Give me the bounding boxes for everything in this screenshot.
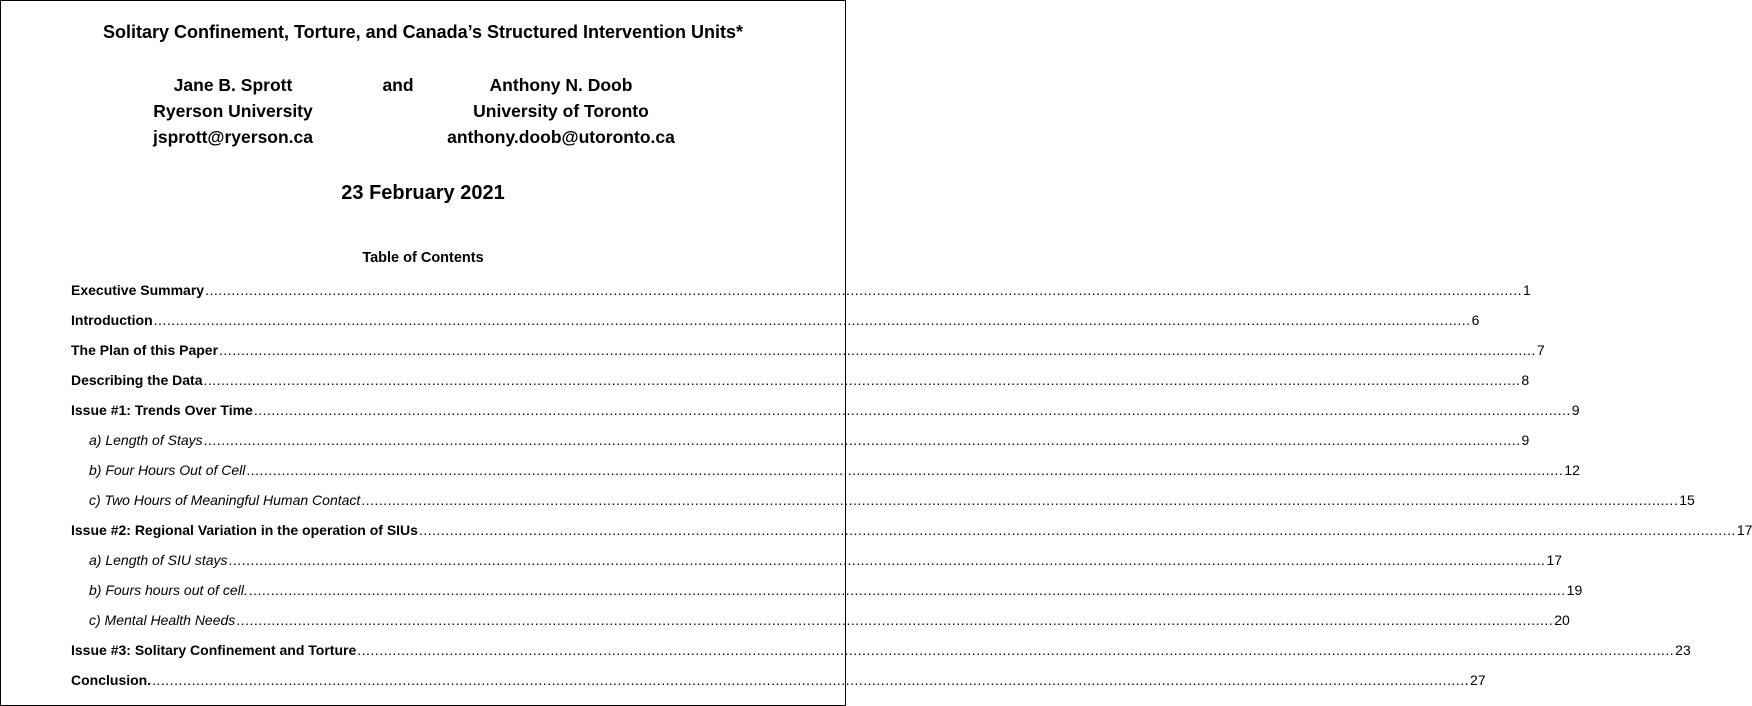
author-block bbox=[1, 72, 845, 152]
toc-entry-label: a) Length of SIU stays bbox=[89, 552, 228, 568]
author-1-name: Jane B. Sprott bbox=[173, 75, 293, 95]
toc-entry-label: The Plan of this Paper bbox=[71, 342, 219, 358]
toc-entry[interactable] bbox=[71, 460, 1580, 490]
toc-entry[interactable] bbox=[71, 310, 1480, 340]
toc-entry[interactable] bbox=[71, 640, 1691, 670]
toc-dot-leader: ............................................................................................................................................................................................................................................................................................................ bbox=[361, 492, 1679, 508]
toc-entry-page-number: 27 bbox=[1470, 672, 1486, 688]
toc-dot-leader: ............................................................................................................................................................................................................................................................................................................ bbox=[248, 582, 1566, 598]
toc-entry[interactable] bbox=[71, 490, 1695, 520]
toc-entry-label: Executive Summary bbox=[71, 282, 205, 298]
toc-entry-page-number: 17 bbox=[1736, 522, 1752, 538]
toc-dot-leader: ............................................................................................................................................................................................................................................................................................................ bbox=[203, 372, 1521, 388]
author-2-name: Anthony N. Doob bbox=[489, 75, 633, 95]
document-title: Solitary Confinement, Torture, and Canada’s Structured Intervention Units* bbox=[102, 22, 744, 42]
document-date: 23 February 2021 bbox=[341, 182, 505, 204]
toc-entry-page-number: 1 bbox=[1522, 282, 1531, 298]
toc-entry[interactable] bbox=[71, 280, 1531, 310]
toc-entry[interactable] bbox=[71, 340, 1545, 370]
author-1-affiliation: Ryerson University bbox=[153, 101, 313, 121]
toc-entry-label: Issue #2: Regional Variation in the operation of SIUs bbox=[71, 522, 418, 538]
toc-heading: Table of Contents bbox=[362, 250, 484, 266]
toc-entry[interactable] bbox=[71, 670, 1486, 700]
toc-entry[interactable] bbox=[71, 550, 1563, 580]
toc-entry-page-number: 20 bbox=[1554, 612, 1570, 628]
toc-entry-page-number: 9 bbox=[1521, 432, 1530, 448]
toc-entry-page-number: 6 bbox=[1471, 312, 1480, 328]
toc-dot-leader: ............................................................................................................................................................................................................................................................................................................ bbox=[236, 612, 1554, 628]
toc-entry-label: Issue #1: Trends Over Time bbox=[71, 402, 253, 418]
toc-entry-label: Introduction bbox=[71, 312, 153, 328]
toc-entry[interactable] bbox=[71, 520, 1752, 550]
table-of-contents bbox=[71, 280, 1752, 700]
author-conjunction: and bbox=[382, 75, 414, 95]
toc-entry-label: Describing the Data bbox=[71, 372, 203, 388]
toc-dot-leader: ............................................................................................................................................................................................................................................................................................................ bbox=[418, 522, 1736, 538]
toc-entry-label: a) Length of Stays bbox=[89, 432, 203, 448]
toc-entry[interactable] bbox=[71, 580, 1583, 610]
toc-entry-label: c) Two Hours of Meaningful Human Contact bbox=[89, 492, 361, 508]
author-1 bbox=[111, 72, 355, 150]
toc-dot-leader: ............................................................................................................................................................................................................................................................................................................ bbox=[153, 312, 1471, 328]
toc-entry-label: Issue #3: Solitary Confinement and Torture bbox=[71, 642, 357, 658]
author-2-affiliation: University of Toronto bbox=[473, 101, 649, 121]
toc-entry-page-number: 23 bbox=[1675, 642, 1691, 658]
toc-dot-leader: ............................................................................................................................................................................................................................................................................................................ bbox=[219, 342, 1536, 358]
toc-entry-page-number: 7 bbox=[1536, 342, 1545, 358]
toc-dot-leader: ............................................................................................................................................................................................................................................................................................................ bbox=[228, 552, 1546, 568]
author-2-email: anthony.doob@utoronto.ca bbox=[447, 127, 675, 147]
toc-dot-leader: ............................................................................................................................................................................................................................................................................................................ bbox=[152, 672, 1470, 688]
toc-entry-page-number: 19 bbox=[1566, 582, 1583, 598]
toc-entry-label: b) Fours hours out of cell. bbox=[89, 582, 248, 598]
toc-entry-page-number: 9 bbox=[1571, 402, 1580, 418]
toc-dot-leader: ............................................................................................................................................................................................................................................................................................................ bbox=[203, 432, 1521, 448]
toc-entry-label: c) Mental Health Needs bbox=[89, 612, 236, 628]
toc-entry-page-number: 8 bbox=[1521, 372, 1530, 388]
toc-dot-leader: ............................................................................................................................................................................................................................................................................................................ bbox=[253, 402, 1571, 418]
toc-entry[interactable] bbox=[71, 430, 1530, 460]
toc-entry-label: Conclusion. bbox=[71, 672, 152, 688]
toc-entry-page-number: 17 bbox=[1546, 552, 1563, 568]
author-1-email: jsprott@ryerson.ca bbox=[152, 127, 314, 147]
toc-entry-page-number: 12 bbox=[1564, 462, 1580, 478]
toc-entry[interactable] bbox=[71, 370, 1530, 400]
toc-entry-page-number: 15 bbox=[1679, 492, 1695, 508]
toc-entry[interactable] bbox=[71, 610, 1570, 640]
toc-dot-leader: ............................................................................................................................................................................................................................................................................................................ bbox=[246, 462, 1564, 478]
toc-entry-label: b) Four Hours Out of Cell bbox=[89, 462, 246, 478]
author-2 bbox=[431, 72, 691, 150]
toc-entry[interactable] bbox=[71, 400, 1580, 430]
toc-dot-leader: ............................................................................................................................................................................................................................................................................................................ bbox=[357, 642, 1675, 658]
toc-dot-leader: ............................................................................................................................................................................................................................................................................................................ bbox=[205, 282, 1522, 298]
